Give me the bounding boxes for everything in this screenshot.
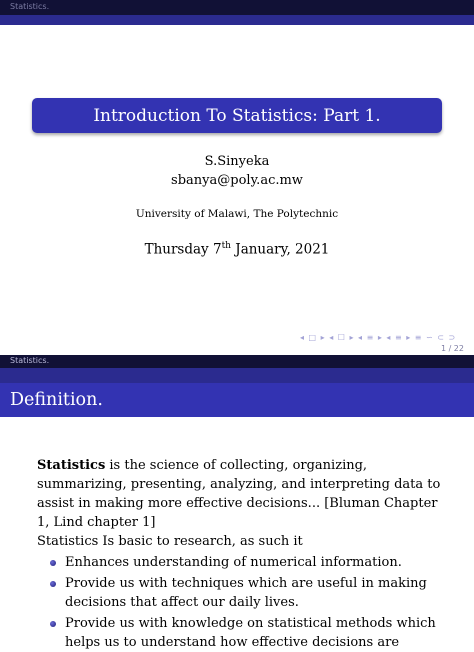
- definition-text: is the science of collecting, organizing, summarizing, presenting, analyzing, and interpreting data to assist in making more effective decisions... [Bluman Chapter 1, Lind chapter 1]: [37, 458, 441, 530]
- bullet-icon: [50, 560, 56, 566]
- headline-bar: [0, 0, 474, 15]
- presentation-title: Introduction To Statistics: Part 1.: [93, 106, 381, 126]
- definition-paragraph: [37, 456, 447, 532]
- list-item: [37, 614, 447, 652]
- headline-text: Statistics.: [10, 2, 50, 11]
- headline-bar: [0, 355, 474, 368]
- title-box: [32, 98, 442, 133]
- author-name: S.Sinyeka: [204, 154, 270, 169]
- date-rest: January, 2021: [230, 241, 330, 258]
- bullet-list: [37, 553, 447, 652]
- bullet-icon: [50, 581, 56, 587]
- date-day: Thursday 7: [144, 241, 222, 258]
- frame-title: Definition.: [10, 390, 103, 410]
- list-item: [37, 574, 447, 612]
- navigation-symbols[interactable]: ◂ □ ▸ ◂ ☐ ▸ ◂ ≡ ▸ ◂ ≡ ▸ ≡ ∽ ⊂ ⊃: [300, 333, 457, 342]
- definition-slide: [0, 355, 474, 650]
- author-email[interactable]: sbanya@poly.ac.mw: [171, 173, 303, 188]
- intro-text: Statistics Is basic to research, as such it: [37, 534, 303, 549]
- list-item: [37, 553, 447, 572]
- bullet-text: Enhances understanding of numerical information.: [65, 555, 402, 570]
- presentation-date: [0, 241, 474, 258]
- bullet-text: Provide us with knowledge on statistical methods which helps us to understand how effective decisions are: [65, 616, 436, 650]
- date-suffix: th: [221, 241, 231, 251]
- slide-body: [37, 456, 447, 652]
- subheadline-bar: [0, 368, 474, 383]
- bullet-icon: [50, 621, 56, 627]
- institute: University of Malawi, The Polytechnic: [135, 208, 339, 220]
- headline-text: Statistics.: [10, 356, 50, 365]
- subheadline-bar: [0, 15, 474, 25]
- frame-title-bar: [0, 383, 474, 417]
- bullet-text: Provide us with techniques which are useful in making decisions that affect our daily lives.: [65, 576, 427, 610]
- definition-term: Statistics: [37, 458, 106, 473]
- page-number: 1 / 22: [440, 344, 464, 353]
